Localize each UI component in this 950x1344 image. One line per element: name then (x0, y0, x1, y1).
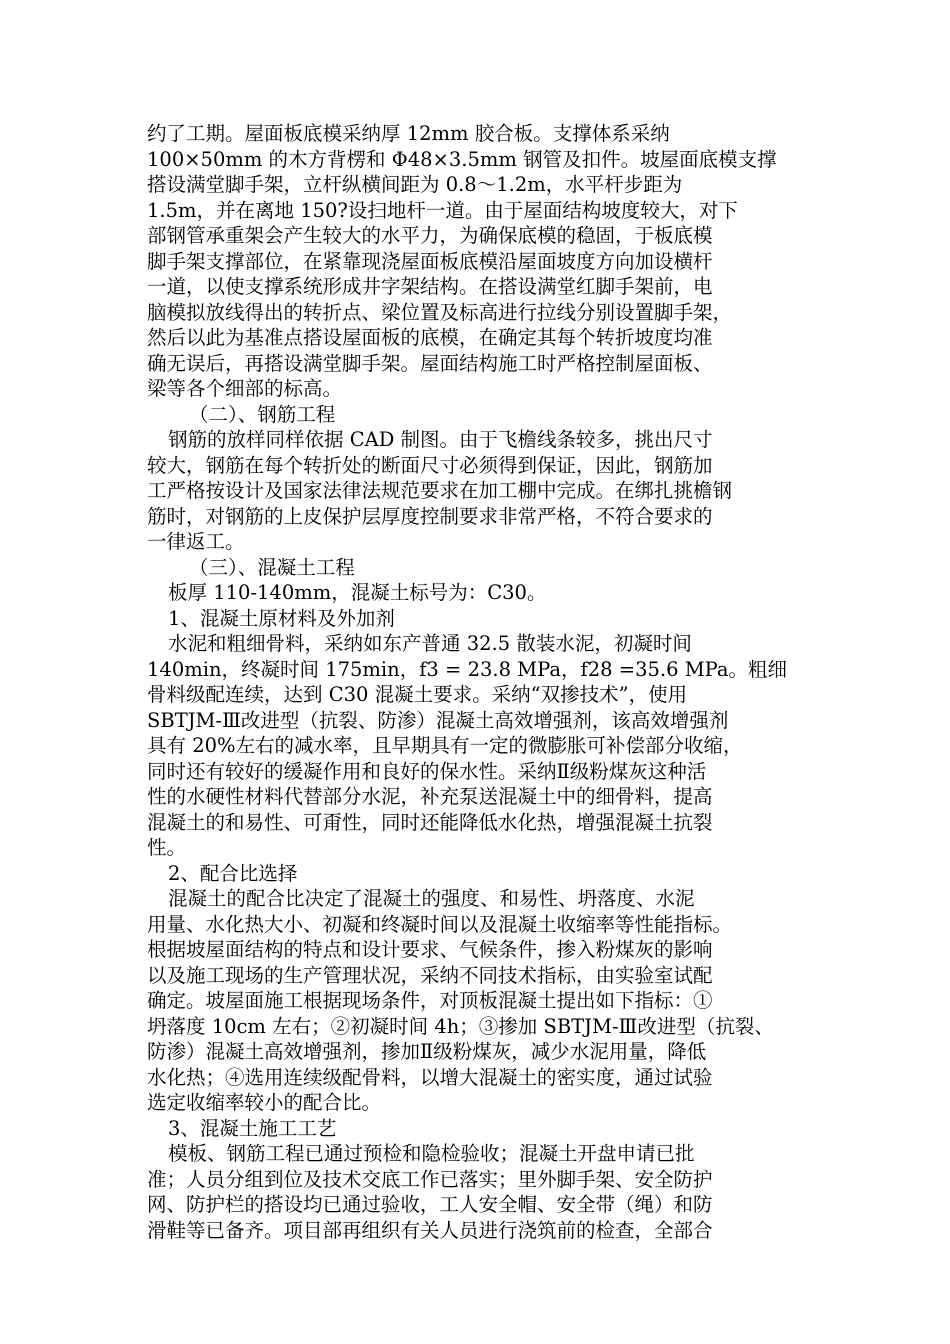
text-line: 以及施工现场的生产管理状况，采纳不同技术指标，由实验室试配 (147, 963, 713, 987)
section-heading: （二）、钢筋工程 (189, 402, 336, 426)
text-line: 筋时，对钢筋的上皮保护层厚度控制要求非常严格，不符合要求的 (147, 504, 713, 528)
text-line: 一道，以使支撑系统形成井字架结构。在搭设满堂红脚手架前，电 (147, 275, 713, 298)
text-line: 坍落度 10cm 左右；②初凝时间 4h；③掺加 SBTJM-Ⅲ改进型（抗裂、 (147, 1014, 774, 1038)
text-line: 一律返工。 (147, 530, 245, 553)
text-line: 部钢管承重架会产生较大的水平力，为确保底模的稳固，于板底模 (147, 224, 713, 247)
text-line: 用量、水化热大小、初凝和终凝时间以及混凝土收缩率等性能指标。 (147, 912, 733, 936)
paragraph-first-line: 水泥和粗细骨料，采纳如东产普通 32.5 散装水泥，初凝时间 (168, 632, 692, 655)
text-line: 然后以此为基准点搭设屋面板的底模，在确定其每个转折坡度均准 (147, 326, 713, 349)
text-line: 网、防护栏的搭设均已通过验收，工人安全帽、安全带（绳）和防 (147, 1193, 713, 1216)
text-line: 1.5m，并在离地 150?设扫地杆一道。由于屋面结构坡度较大，对下 (147, 198, 738, 222)
paragraph-first-line: 混凝土的配合比决定了混凝土的强度、和易性、坍落度、水泥 (168, 887, 695, 910)
text-line: 水化热；④选用连续级配骨料，以增大混凝土的密实度，通过试验 (147, 1065, 713, 1089)
text-line: 确无误后，再搭设满堂脚手架。屋面结构施工时严格控制屋面板、 (147, 351, 713, 375)
text-line: 混凝土的和易性、可甭性，同时还能降低水化热，增强混凝土抗裂 (147, 810, 713, 834)
text-line: 骨料级配连续，达到 C30 混凝土要求。采纳“双掺技术”，使用 (147, 683, 688, 706)
text-line: 140min，终凝时间 175min，f3 = 23.8 MPa，f28 =35.6 MPa。粗细 (147, 657, 788, 681)
text-line: 性。 (147, 836, 187, 859)
paragraph-first-line: 模板、钢筋工程已通过预检和隐检验收；混凝土开盘申请已批 (168, 1142, 695, 1165)
text-line: SBTJM-Ⅲ改进型（抗裂、防渗）混凝土高效增强剂，该高效增强剂 (147, 708, 729, 732)
text-line: 搭设满堂脚手架，立杆纵横间距为 0.8～1.2m，水平杆步距为 (147, 173, 683, 196)
paragraph-first-line: 钢筋的放样同样依据 CAD 制图。由于飞檐线条较多，挑出尺寸 (168, 428, 713, 451)
section-heading: （三）、混凝土工程 (189, 555, 355, 579)
paragraph-first-line: 1、混凝土原材料及外加剂 (168, 606, 395, 630)
text-line: 同时还有较好的缓凝作用和良好的保水性。采纳Ⅱ级粉煤灰这种活 (147, 759, 707, 783)
text-line: 准；人员分组到位及技术交底工作已落实；里外脚手架、安全防护 (147, 1167, 713, 1191)
text-line: 100×50mm 的木方背楞和 Φ48×3.5mm 钢管及扣件。坡屋面底模支撑 (147, 147, 777, 171)
paragraph-first-line: 2、配合比选择 (168, 861, 298, 885)
text-line: 约了工期。屋面板底模采纳厚 12mm 胶合板。支撑体系采纳 (147, 122, 670, 145)
text-line: 脑模拟放线得出的转折点、梁位置及标高进行拉线分别设置脚手架， (147, 300, 733, 324)
text-line: 工严格按设计及国家法律法规范要求在加工棚中完成。在绑扎挑檐钢 (147, 479, 733, 502)
text-line: 梁等各个细部的标高。 (147, 377, 343, 400)
text-line: 性的水硬性材料代替部分水泥，补充泵送混凝土中的细骨料，提高 (147, 785, 713, 808)
document-body-text (147, 121, 807, 1243)
text-line: 滑鞋等已备齐。项目部再组织有关人员进行浇筑前的检查，全部合 (147, 1218, 713, 1242)
text-line: 防渗）混凝土高效增强剂，掺加Ⅱ级粉煤灰，减少水泥用量，降低 (147, 1040, 707, 1063)
paragraph-first-line: 板厚 110-140mm，混凝土标号为：C30。 (168, 581, 547, 604)
paragraph-first-line: 3、混凝土施工工艺 (168, 1116, 337, 1140)
text-line: 较大，钢筋在每个转折处的断面尺寸必须得到保证，因此，钢筋加 (147, 453, 713, 477)
text-line: 根据坡屋面结构的特点和设计要求、气候条件，掺入粉煤灰的影响 (147, 938, 713, 961)
text-line: 选定收缩率较小的配合比。 (147, 1091, 382, 1114)
text-line: 确定。坡屋面施工根据现场条件，对顶板混凝土提出如下指标：① (147, 989, 713, 1012)
text-line: 具有 20%左右的减水率，且早期具有一定的微膨胀可补偿部分收缩， (147, 734, 743, 757)
text-line: 脚手架支撑部位，在紧靠现浇屋面板底模沿屋面坡度方向加设横杆 (147, 249, 713, 273)
